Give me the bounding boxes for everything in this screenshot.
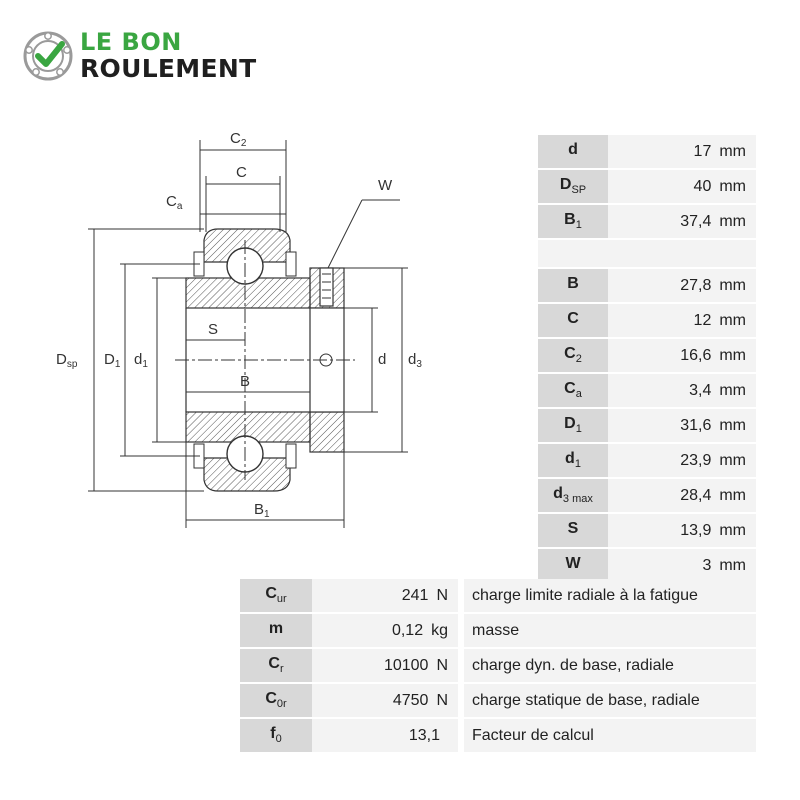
dim-value: 40 mm [608, 170, 756, 203]
logo-line-1: LE BON [80, 28, 182, 56]
bearing-drawing [48, 120, 448, 540]
prop-symbol: m [240, 614, 312, 647]
label-s: S [208, 321, 219, 338]
prop-symbol: $C_r$ [240, 649, 312, 682]
dim-value: 3 mm [608, 549, 756, 582]
dim-symbol: B [538, 269, 608, 302]
table-row [240, 614, 756, 647]
label-d: d [378, 351, 387, 368]
dim-value: 12 mm [608, 304, 756, 337]
table-row [538, 444, 756, 477]
table-row [240, 649, 756, 682]
dim-value: 27,8 mm [608, 269, 756, 302]
table-row [538, 304, 756, 337]
label-c: C [236, 164, 247, 181]
brand-logo [22, 28, 302, 86]
dim-symbol: $C_2$ [538, 339, 608, 372]
dim-value: 28,4 mm [608, 479, 756, 512]
prop-description: masse [464, 614, 756, 647]
prop-value: 13,1 [312, 719, 464, 752]
dim-symbol: $B_1$ [538, 205, 608, 238]
prop-value: 4750 N [312, 684, 464, 717]
dim-symbol: d [538, 135, 608, 168]
prop-description: charge limite radiale à la fatigue [464, 579, 756, 612]
dim-symbol: $d_1$ [538, 444, 608, 477]
logo-line-2: ROULEMENT [80, 54, 257, 83]
prop-value: 241 N [312, 579, 464, 612]
dim-value: 31,6 mm [608, 409, 756, 442]
dim-value: 23,9 mm [608, 444, 756, 477]
label-d3: $d_3$ [408, 351, 422, 370]
table-row [240, 579, 756, 612]
label-ca: $C_a$ [166, 193, 183, 212]
label-w: W [378, 177, 393, 194]
prop-description: charge dyn. de base, radiale [464, 649, 756, 682]
table-row [538, 479, 756, 512]
dim-value: 16,6 mm [608, 339, 756, 372]
table-row [538, 135, 756, 168]
label-b1: $B_1$ [254, 501, 270, 520]
dim-symbol: W [538, 549, 608, 582]
dim-value: 37,4 mm [608, 205, 756, 238]
dim-value: 13,9 mm [608, 514, 756, 547]
label-d1-upper: $D_1$ [104, 351, 121, 370]
dimensions-table [538, 133, 756, 584]
dim-symbol: $D_1$ [538, 409, 608, 442]
prop-symbol: $C_{ur}$ [240, 579, 312, 612]
dim-symbol: $D_{SP}$ [538, 170, 608, 203]
table-row [538, 514, 756, 547]
dim-symbol: $d_{3 max}$ [538, 479, 608, 512]
label-b: B [240, 373, 251, 390]
table-row [240, 719, 756, 752]
prop-value: 0,12 kg [312, 614, 464, 647]
table-row [538, 170, 756, 203]
dim-value: 3,4 mm [608, 374, 756, 407]
properties-table [240, 577, 756, 754]
label-c2: $C_2$ [230, 130, 247, 149]
table-row [538, 205, 756, 238]
dim-symbol: C [538, 304, 608, 337]
table-row [538, 374, 756, 407]
label-d1-lower: $d_1$ [134, 351, 148, 370]
prop-description: charge statique de base, radiale [464, 684, 756, 717]
table-row [240, 684, 756, 717]
table-row [538, 339, 756, 372]
prop-symbol: $f_0$ [240, 719, 312, 752]
label-dsp: $D_{sp}$ [56, 351, 78, 370]
table-row [538, 409, 756, 442]
prop-value: 10100 N [312, 649, 464, 682]
prop-description: Facteur de calcul [464, 719, 756, 752]
prop-symbol: $C_{0r}$ [240, 684, 312, 717]
table-row [538, 269, 756, 302]
dim-symbol: S [538, 514, 608, 547]
bearing-check-icon [22, 30, 74, 82]
dim-symbol: $C_a$ [538, 374, 608, 407]
table-spacer [538, 240, 756, 267]
dim-value: 17 mm [608, 135, 756, 168]
